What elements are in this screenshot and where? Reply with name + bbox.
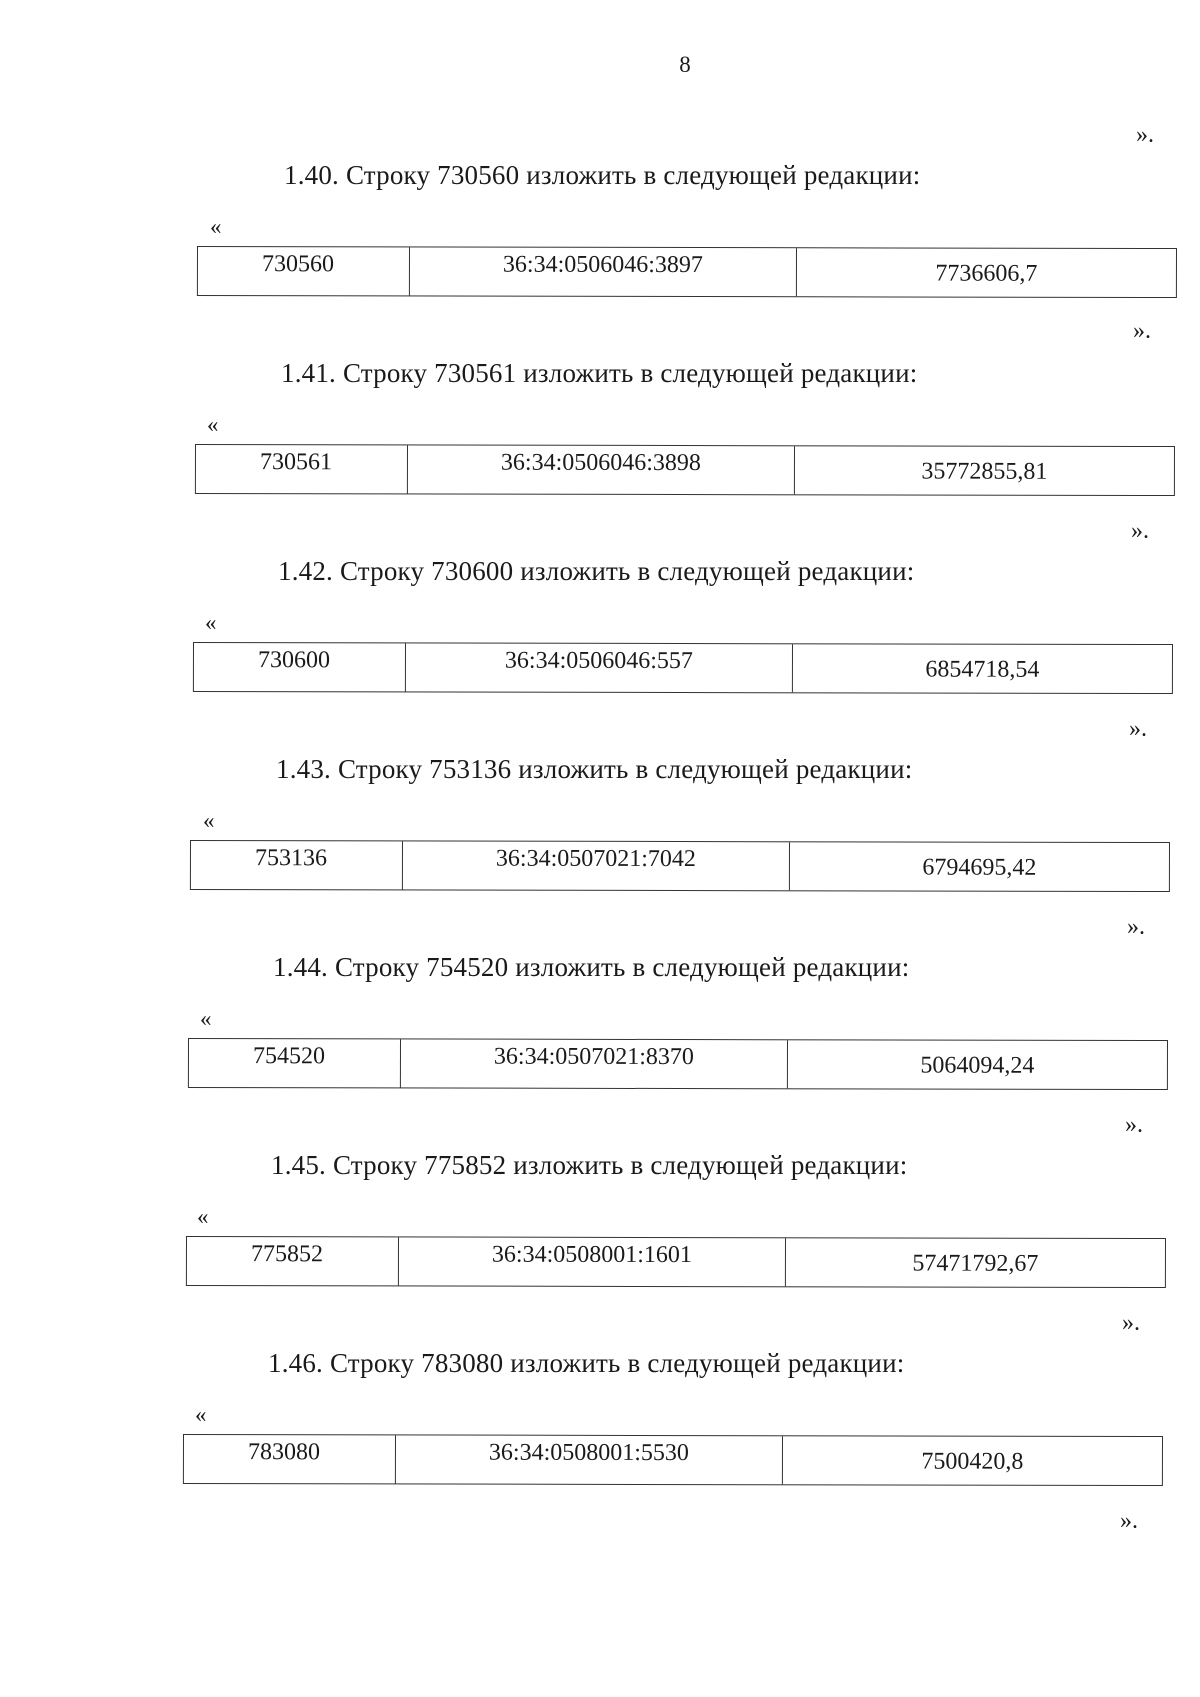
cadastral-number-cell: 36:34:0507021:7042 [403, 841, 790, 890]
value-cell: 57471792,67 [912, 1250, 1039, 1277]
closing-quote: ». [1127, 914, 1145, 940]
opening-quote: « [197, 1204, 209, 1229]
instruction-text: 1.46. Строку 783080 изложить в следующей редакции: [268, 1348, 905, 1378]
opening-quote: « [203, 808, 215, 833]
value-cell: 6854718,54 [925, 656, 1040, 683]
opening-quote: « [195, 1402, 207, 1427]
value-cell: 35772855,81 [921, 458, 1048, 485]
amendment-block [0, 160, 1200, 350]
opening-quote: « [200, 1006, 212, 1031]
instruction-text: 1.45. Строку 775852 изложить в следующей редакции: [271, 1150, 908, 1180]
table-row [195, 444, 1175, 496]
cadastral-number-cell: 36:34:0508001:1601 [399, 1237, 786, 1286]
table-row [190, 840, 1170, 892]
closing-quote-previous: ». [1136, 122, 1154, 148]
amendment-block [0, 754, 1200, 944]
cadastral-number-cell: 36:34:0506046:3897 [410, 247, 797, 296]
cadastral-number-cell: 36:34:0507021:8370 [401, 1039, 788, 1088]
row-code-cell: 753136 [191, 841, 403, 889]
cadastral-number-cell: 36:34:0506046:557 [406, 643, 793, 692]
instruction-text: 1.44. Строку 754520 изложить в следующей редакции: [273, 952, 910, 982]
amendment-block [0, 358, 1200, 548]
table-row [197, 246, 1177, 298]
opening-quote: « [205, 610, 217, 635]
closing-quote: ». [1133, 318, 1151, 344]
row-code-cell: 775852 [187, 1237, 399, 1285]
table-row [183, 1434, 1163, 1486]
value-cell: 6794695,42 [922, 854, 1037, 881]
closing-quote: ». [1122, 1310, 1140, 1336]
row-code-cell: 783080 [184, 1435, 396, 1483]
value-cell: 7736606,7 [935, 260, 1038, 287]
value-cell: 5064094,24 [920, 1052, 1035, 1079]
instruction-text: 1.43. Строку 753136 изложить в следующей редакции: [276, 754, 913, 784]
value-cell: 7500420,8 [921, 1448, 1024, 1475]
opening-quote: « [207, 412, 219, 437]
amendment-block [0, 1348, 1200, 1538]
row-code-cell: 730560 [198, 247, 410, 295]
closing-quote: ». [1129, 716, 1147, 742]
row-code-cell: 754520 [189, 1039, 401, 1087]
cadastral-number-cell: 36:34:0506046:3898 [408, 445, 795, 494]
opening-quote: « [210, 214, 222, 239]
cadastral-number-cell: 36:34:0508001:5530 [396, 1435, 783, 1484]
closing-quote: ». [1131, 518, 1149, 544]
row-code-cell: 730561 [196, 445, 408, 493]
table-row [193, 642, 1173, 694]
instruction-text: 1.42. Строку 730600 изложить в следующей редакции: [278, 556, 915, 586]
amendment-block [0, 1150, 1200, 1340]
closing-quote: ». [1125, 1112, 1143, 1138]
table-row [188, 1038, 1168, 1090]
instruction-text: 1.40. Строку 730560 изложить в следующей редакции: [284, 160, 921, 190]
amendment-block [0, 556, 1200, 746]
page-number: 8 [679, 52, 691, 77]
table-row [186, 1236, 1166, 1288]
amendment-block [0, 952, 1200, 1142]
row-code-cell: 730600 [194, 643, 406, 691]
instruction-text: 1.41. Строку 730561 изложить в следующей редакции: [281, 358, 918, 388]
closing-quote: ». [1120, 1508, 1138, 1534]
